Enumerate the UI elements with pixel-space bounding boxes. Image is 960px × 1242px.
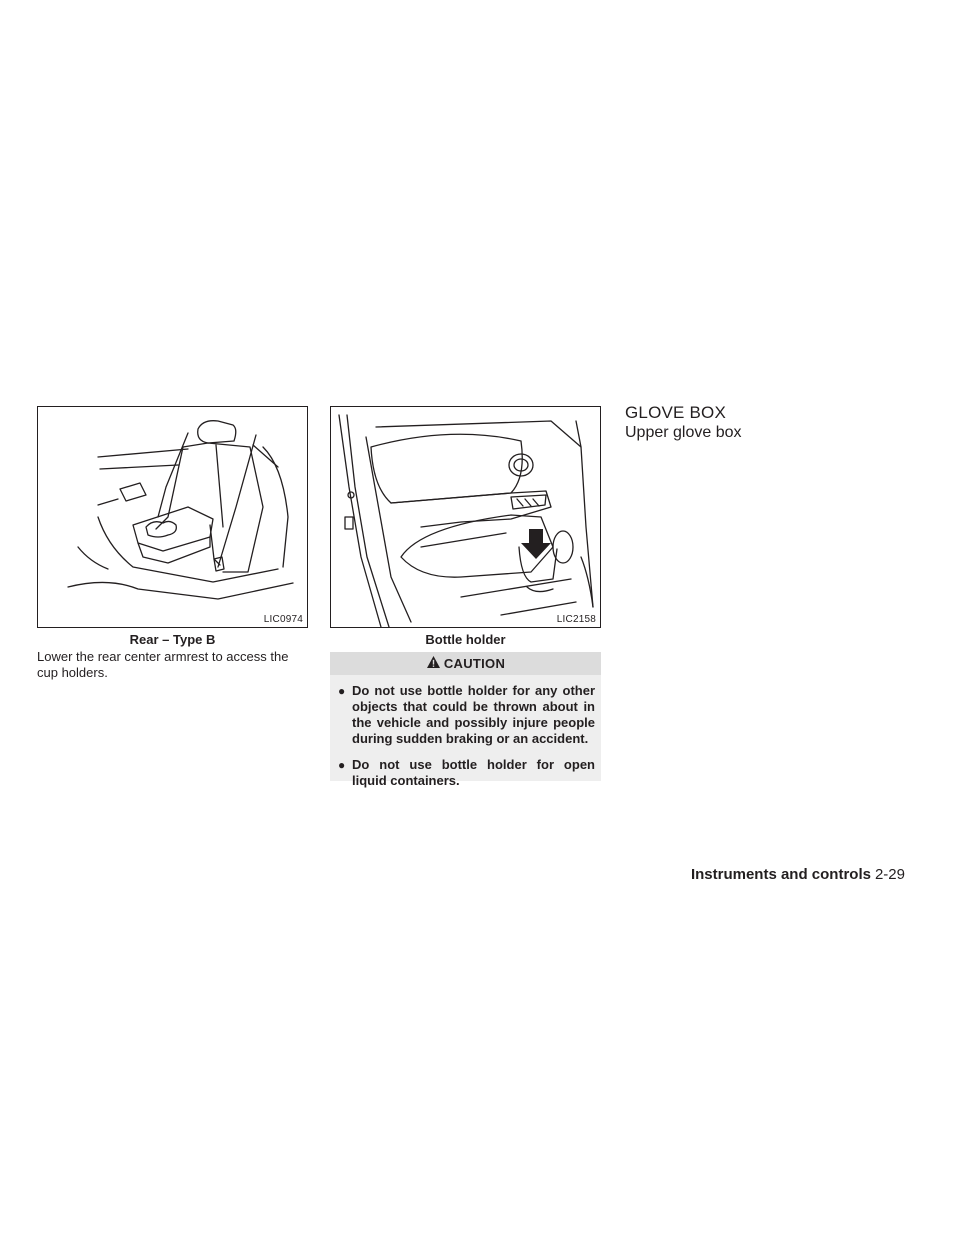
bullet-icon: ● <box>338 684 346 698</box>
warning-triangle-icon <box>426 655 441 672</box>
chapter-name: Instruments and controls <box>690 866 871 883</box>
section-title: GLOVE BOX <box>625 403 727 422</box>
caution-item: ● Do not use bottle holder for open liquid containers. <box>338 757 595 788</box>
caution-list <box>330 675 601 788</box>
subsection-title: Upper glove box <box>625 424 742 441</box>
figure-code: LIC2158 <box>556 614 596 625</box>
figure-caption-rear: Rear – Type B <box>129 632 216 647</box>
figure-code: LIC0974 <box>263 614 303 625</box>
bullet-icon: ● <box>338 758 346 772</box>
caution-heading <box>330 652 601 675</box>
figure-caption-bottle: Bottle holder <box>425 632 506 647</box>
caution-label: CAUTION <box>443 656 506 671</box>
armrest-paragraph: Lower the rear center armrest to access the cup holders. <box>37 649 289 680</box>
caution-item: ● Do not use bottle holder for any other objects that could be thrown about in the vehicle and possibly injure people during sudden braking or an accident. <box>338 683 595 746</box>
door-bottle-holder-illustration <box>331 407 601 628</box>
figure-rear-armrest <box>37 406 308 628</box>
page-footer <box>691 866 905 883</box>
figure-bottle-holder <box>330 406 601 628</box>
rear-seat-illustration <box>38 407 308 628</box>
page-number: 2-29 <box>874 866 905 883</box>
